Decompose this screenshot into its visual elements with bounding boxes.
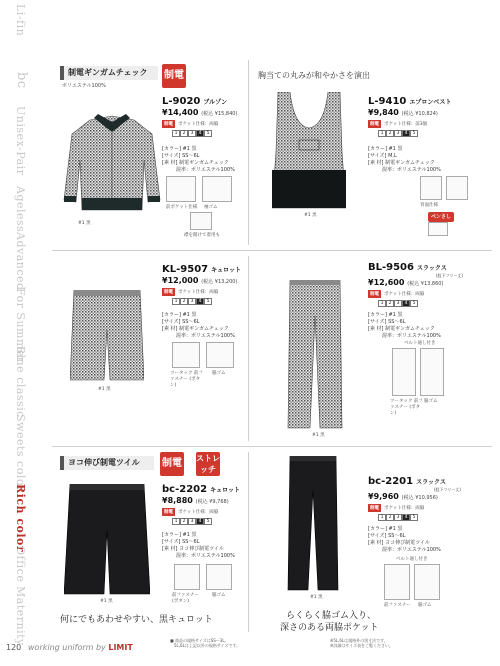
culotte-detail-1-label: ツータック 前ファスナー (ボタン) (170, 371, 203, 388)
spec-size: [サイズ] SS〜6L (368, 533, 406, 539)
size-cell: 4 (196, 298, 204, 305)
spec-material: [素 材] 制電ギンガムチェック (162, 326, 229, 332)
spec-size: [サイズ] SS〜6L (162, 539, 200, 545)
slacks-black-photo (286, 456, 340, 592)
culotte-model (162, 264, 241, 275)
footnote-right-1: ※5L,6Lは規格外の別寸法です。 (330, 638, 388, 643)
apron-code: L-9410 (368, 96, 407, 107)
section1-category-sub: ポリエステル100% (62, 83, 106, 89)
slacks-pocket-note: ポケット仕様：両脇 (384, 292, 425, 297)
slacks-detail-2-label: ツータック 前ファスナー (ボタン) (390, 399, 423, 416)
size-cell: 4 (196, 518, 204, 525)
brand-logo: LIMIT (108, 643, 133, 652)
size-cell: 2 (180, 298, 188, 305)
spec-blend: 混率：ポリエステル100% (382, 333, 441, 339)
section2-category: ヨコ伸び制電ツイル (60, 456, 154, 470)
size-cell: 5 (204, 298, 212, 305)
blouson-detail-2 (202, 176, 232, 202)
apron-price-value: ¥9,840 (368, 108, 399, 117)
slacks-black-fig-label: #1 黒 (310, 595, 323, 600)
slacks-black-price-value: ¥9,960 (368, 492, 399, 501)
culotte-black-size-chart (172, 518, 212, 525)
slacks-black-pocket-note: ポケット仕様：両脇 (384, 506, 425, 511)
slacks-size-chart (378, 300, 418, 307)
slacks-gingham-photo (286, 280, 344, 430)
slacks-black-detail-1 (384, 564, 410, 600)
slacks-model (368, 262, 447, 273)
slacks-detail-2 (420, 348, 444, 396)
section2-caption-right-1: らくらく脇ゴム入り、 (286, 611, 377, 621)
blouson-fig-label: #1 黒 (78, 221, 91, 226)
blouson-detail-3-label: 襟を開けて着用も (184, 233, 220, 238)
size-cell: 3 (394, 514, 402, 521)
size-cell: 5 (410, 130, 418, 137)
size-cell: 1 (378, 300, 386, 307)
culotte-name: キュロット (211, 267, 241, 274)
section2-tag-seiden: 制電 (160, 452, 184, 476)
divider-h2 (52, 446, 492, 447)
sidebar-word-rich[interactable]: Rich color (14, 484, 27, 553)
apron-name: エプロンベスト (409, 99, 452, 106)
sidebar-word-ageless[interactable]: Ageless (14, 186, 27, 233)
divider-h1 (52, 250, 492, 251)
size-cell: 1 (378, 514, 386, 521)
footer-brand-text: working uniform by (28, 643, 106, 652)
apron-price (368, 108, 438, 117)
spec-color: [カラー] #1 黒 (162, 146, 197, 152)
apron-detail-1 (420, 176, 442, 200)
culotte-detail-1 (172, 342, 200, 368)
culotte-spec (162, 312, 235, 340)
culotte-size-chart (172, 298, 212, 305)
blouson-spec (162, 146, 235, 174)
spec-blend: 混率：ポリエステル100% (176, 333, 235, 339)
footer-brand (28, 643, 133, 652)
sidebar (0, 0, 46, 666)
sidebar-word-blue[interactable]: Blue classic (14, 346, 27, 418)
apron-pen-photo (428, 222, 448, 236)
spec-blend: 混率：ポリエステル100% (382, 547, 441, 553)
apron-model (368, 96, 451, 107)
culotte-black-pocket-note: ポケット仕様：両脇 (178, 510, 219, 515)
slacks-name: スラックス (416, 265, 447, 272)
spec-color: [カラー] #1 黒 (162, 532, 197, 538)
culotte-price (162, 276, 237, 285)
size-cell: 3 (188, 518, 196, 525)
culotte-photo (70, 290, 144, 382)
culotte-badges (162, 288, 218, 296)
blouson-badges (162, 120, 218, 128)
culotte-black-detail-2-label: 脇ゴム (212, 593, 226, 598)
size-cell: 4 (196, 130, 204, 137)
blouson-price-value: ¥14,400 (162, 108, 199, 117)
culotte-black-photo (64, 484, 150, 596)
apron-pocket-note: ポケット仕様：前3個 (384, 122, 428, 127)
apron-pen-tag: ペンさし (428, 212, 454, 222)
culotte-badge: 制電 (164, 290, 173, 295)
size-cell: 4 (402, 130, 410, 137)
section1-headline: 胸当ての丸みが和やかさを演出 (258, 71, 370, 80)
slacks-black-badge: 制電 (370, 506, 379, 511)
sidebar-word-maternity[interactable]: Maternity (14, 586, 27, 646)
size-cell: 2 (386, 130, 394, 137)
culotte-black-detail-1-label: 前ファスナー (ボタン) (172, 593, 199, 604)
blouson-model (162, 96, 227, 107)
section2-caption-right-2: 深さのある両脇ポケット (280, 623, 379, 633)
size-cell: 2 (386, 514, 394, 521)
size-cell: 5 (410, 514, 418, 521)
divider-v2 (248, 256, 249, 441)
apron-size-chart (378, 130, 418, 137)
slacks-black-size-chart (378, 514, 418, 521)
slacks-detail-1-label: ベルト通し付き (404, 341, 436, 346)
apron-detail-2 (446, 176, 468, 200)
slacks-black-spec (368, 526, 441, 554)
section2-caption-left: 何にでもあわせやすい、黒キュロット (60, 615, 213, 625)
size-cell: 1 (378, 130, 386, 137)
apron-spec (368, 146, 441, 174)
slacks-fig-label: #1 黒 (312, 433, 325, 438)
page-number: 120 (6, 643, 22, 652)
apron-tax: (税込 ¥10,824) (401, 111, 438, 117)
culotte-black-fig-label: #1 黒 (100, 599, 113, 604)
culotte-black-model (162, 484, 240, 495)
section2-tag-stretch: ストレッチ (196, 454, 220, 474)
size-cell: 1 (172, 130, 180, 137)
spec-color: [カラー] #1 黒 (162, 312, 197, 318)
divider-v3 (248, 452, 249, 632)
spec-material: [素 材] 制電ギンガムチェック (368, 160, 435, 166)
spec-material: [素 材] ヨコ伸び制電ツイル (368, 540, 430, 546)
slacks-black-detail-3-label: 脇ゴム (418, 603, 432, 608)
spec-size: [サイズ] SS〜6L (368, 319, 406, 325)
slacks-black-badges (368, 504, 424, 512)
sidebar-word-summer[interactable]: For Summer (14, 288, 27, 363)
blouson-name: ブルゾン (203, 99, 228, 106)
size-cell: 3 (188, 130, 196, 137)
spec-size: [サイズ] SS〜6L (162, 319, 200, 325)
spec-color: [カラー] #1 黒 (368, 312, 403, 318)
blouson-detail-1 (166, 176, 196, 202)
size-cell: 4 (402, 300, 410, 307)
slacks-badge: 制電 (370, 292, 379, 297)
culotte-black-badges (162, 508, 218, 516)
culotte-pocket-note: ポケット仕様：両脇 (178, 290, 219, 295)
blouson-detail-3 (190, 212, 212, 230)
sidebar-word-bc[interactable]: bc (14, 72, 29, 89)
apron-badges (368, 120, 427, 128)
culotte-black-detail-1 (174, 564, 200, 590)
spec-material: [素 材] 制電ギンガムチェック (162, 160, 229, 166)
slacks-black-name: スラックス (416, 479, 446, 486)
slacks-black-name-sub: (股下フリー丈) (434, 487, 461, 492)
slacks-badges (368, 290, 424, 298)
size-cell: 5 (204, 130, 212, 137)
footnote-right (330, 638, 393, 648)
size-cell: 2 (180, 518, 188, 525)
size-cell: 1 (172, 298, 180, 305)
culotte-fig-label: #1 黒 (98, 387, 111, 392)
culotte-black-badge: 制電 (164, 510, 173, 515)
footnote-left-1: ■ 商品の規格サイズはSS〜3L。 (170, 638, 229, 643)
apron-vest-photo (272, 92, 346, 210)
culotte-black-tax: (税込 ¥9,768) (195, 499, 229, 505)
spec-color: [カラー] #1 黒 (368, 146, 403, 152)
slacks-tax: (税込 ¥13,860) (407, 281, 444, 287)
slacks-black-price (368, 492, 438, 501)
size-cell: 3 (188, 298, 196, 305)
size-cell: 4 (402, 514, 410, 521)
culotte-detail-2-label: 脇ゴム (212, 371, 226, 376)
culotte-black-price (162, 496, 229, 505)
slacks-code: BL-9506 (368, 262, 414, 273)
culotte-code: KL-9507 (162, 264, 209, 275)
apron-badge: 制電 (370, 122, 379, 127)
spec-blend: 混率：ポリエステル100% (382, 167, 441, 173)
blouson-tax: (税込 ¥15,840) (201, 111, 238, 117)
slacks-black-tax: (税込 ¥10,956) (401, 495, 438, 501)
slacks-black-detail-2 (414, 564, 440, 600)
slacks-black-code: bc-2201 (368, 476, 414, 487)
blouson-price (162, 108, 237, 117)
slacks-black-detail-1-label: ベルト通し付き (396, 557, 428, 562)
size-cell: 5 (410, 300, 418, 307)
spec-size: [サイズ] M,L (368, 153, 397, 159)
spec-material: [素 材] 制電ギンガムチェック (368, 326, 435, 332)
culotte-detail-2 (206, 342, 234, 368)
culotte-black-code: bc-2202 (162, 484, 208, 495)
size-cell: 1 (172, 518, 180, 525)
size-cell: 5 (204, 518, 212, 525)
slacks-detail-3-label: 脇ゴム (424, 399, 438, 404)
sidebar-word-advanced[interactable]: Advanced (14, 232, 27, 291)
blouson-photo (60, 112, 164, 216)
slacks-price-value: ¥12,600 (368, 278, 405, 287)
slacks-black-detail-2-label: 前ファスナー (384, 603, 411, 608)
slacks-detail-1 (392, 348, 416, 396)
culotte-black-spec (162, 532, 235, 560)
apron-detail-1-label: 背面仕様 (420, 203, 438, 208)
culotte-black-name: キュロット (210, 487, 240, 494)
culotte-price-value: ¥12,000 (162, 276, 199, 285)
footnote-left (170, 638, 240, 648)
blouson-size-chart (172, 130, 212, 137)
footnote-right-2: ※詳細はサイズ表をご覧ください。 (330, 643, 394, 648)
spec-color: [カラー] #1 黒 (368, 526, 403, 532)
size-cell: 3 (394, 300, 402, 307)
spec-blend: 混率：ポリエステル100% (176, 167, 235, 173)
blouson-code: L-9020 (162, 96, 201, 107)
blouson-badge: 制電 (164, 122, 173, 127)
culotte-black-detail-2 (206, 564, 232, 590)
sidebar-word-sweets[interactable]: Sweets color (14, 414, 27, 492)
divider-v1 (248, 60, 249, 245)
blouson-pocket-note: ポケット仕様：両脇 (178, 122, 219, 127)
section1-tag: 制電 (162, 64, 186, 88)
apron-fig-label: #1 黒 (304, 213, 317, 218)
size-cell: 2 (386, 300, 394, 307)
culotte-tax: (税込 ¥13,200) (201, 279, 238, 285)
size-cell: 2 (180, 130, 188, 137)
sidebar-word-unisex[interactable]: Unisex-Pair (14, 106, 27, 176)
culotte-black-price-value: ¥8,880 (162, 496, 193, 505)
blouson-detail-2-label: 袖ゴム (204, 205, 218, 210)
slacks-spec (368, 312, 441, 340)
slacks-price (368, 278, 443, 287)
size-cell: 3 (394, 130, 402, 137)
sidebar-word-lifin[interactable]: Li-fin (14, 4, 27, 37)
blouson-detail-1-label: 前ポケット仕様 (166, 205, 198, 210)
footnote-left-2: 5L,6Lは上記以外の規格サイズです。 (170, 643, 241, 648)
section1-category: 制電ギンガムチェック (60, 66, 158, 80)
spec-size: [サイズ] SS〜6L (162, 153, 200, 159)
spec-material: [素 材] ヨコ伸び制電ツイル (162, 546, 224, 552)
spec-blend: 混率：ポリエステル100% (176, 553, 235, 559)
sidebar-word-office[interactable]: Office (14, 546, 27, 583)
slacks-name-sub: (股下フリー丈) (436, 273, 463, 278)
